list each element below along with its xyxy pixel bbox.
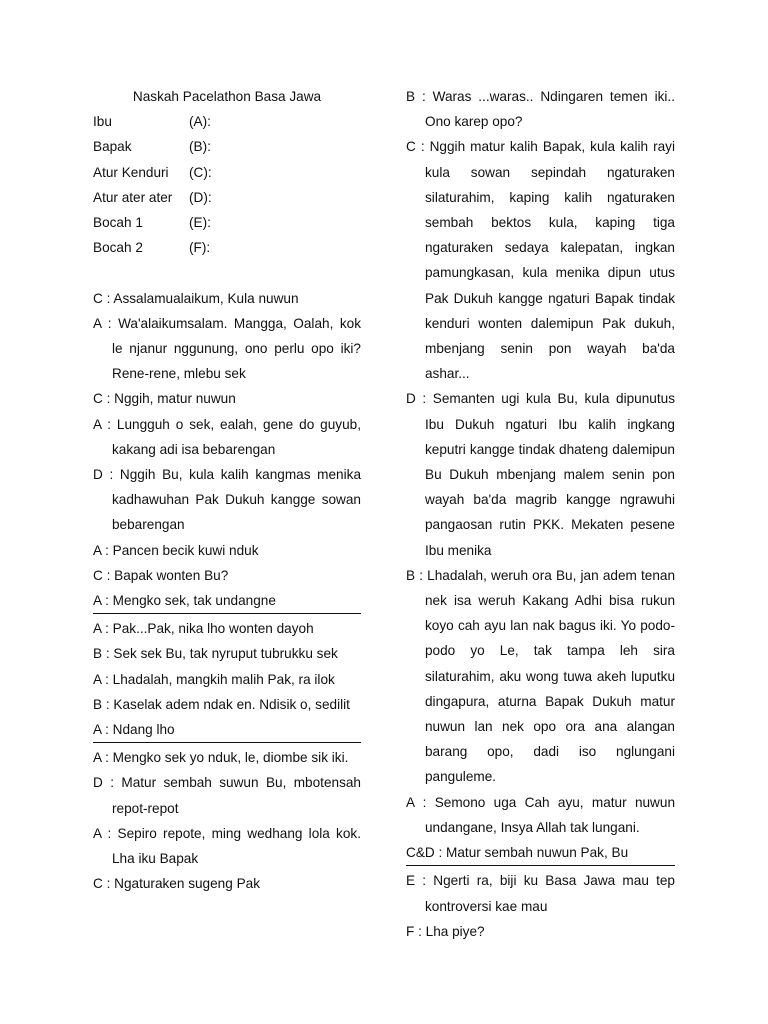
dialogue-line: C : Nggih matur kalih Bapak, kula kalih rayi kula sowan sepindah ngaturaken silaturahim, kaping kalih ngaturaken sembah bektos kula, kaping tiga ngaturaken sedaya kalepatan, ingkan pamungkasan, kula menika dipun utus Pak Dukuh kangge ngaturi Bapak tindak kenduri wonten dalemipun Pak dukuh, mbenjang senin pon wayah ba'da ashar... (406, 139, 675, 382)
cast-row (93, 160, 361, 185)
cast-row (93, 109, 361, 134)
dialogue-line: D : Semanten ugi kula Bu, kula dipunutus Ibu Dukuh ngaturi Ibu kalih ingkang keputri kangge tindak dhateng dalemipun Bu Dukuh mbenjang malem senin pon wayah ba'da magrib kangge ngrawuhi pangaosan rutin PKK. Mekaten pesene Ibu menika (406, 391, 675, 558)
left-column (93, 84, 361, 896)
cast-row (93, 185, 361, 210)
dialogue-line: C : Assalamualaikum, Kula nuwun (93, 290, 299, 306)
dialogue-line: A : Sepiro repote, ming wedhang lola kok. Lha iku Bapak (93, 825, 361, 867)
dialogue-line: C&D : Matur sembah nuwun Pak, Bu (406, 840, 675, 866)
cast-row (93, 134, 361, 159)
dialogue-line: D : Nggih Bu, kula kalih kangmas menika kadhawuhan Pak Dukuh kangge sowan bebarengan (93, 467, 361, 533)
dialogue-line: E : Ngerti ra, biji ku Basa Jawa mau tep kontroversi kae mau (406, 873, 675, 914)
cast-code: (F): (189, 240, 211, 256)
cast-name: Bapak (93, 139, 132, 155)
dialogue-line: C : Nggih, matur nuwun (93, 391, 236, 407)
dialogue-line: B : Waras ...waras.. Ndingaren temen iki.. Ono karep opo? (406, 89, 675, 130)
dialogue-line: B : Lhadalah, weruh ora Bu, jan adem tenan nek isa weruh Kakang Adhi bisa rukun koyo cah ayu lan nak bagus iki. Yo podo-podo yo Le, tak tampa leh sira silaturahim, aku wong tuwa akeh luputku dingapura, aturna Bapak Dukuh matur nuwun lan nek opo ora ana alangan barang opo, dadi iso nglungani panguleme. (406, 567, 675, 785)
right-column (406, 84, 675, 944)
cast-list (93, 109, 361, 260)
cast-code: (E): (189, 215, 211, 231)
cast-row (93, 235, 361, 260)
cast-name: Atur Kenduri (93, 164, 169, 180)
dialogue-line: A : Lhadalah, mangkih malih Pak, ra ilok (93, 671, 335, 687)
left-dialogue (93, 286, 361, 897)
dialogue-line: C : Ngaturaken sugeng Pak (93, 876, 261, 892)
dialogue-line: C : Bapak wonten Bu? (93, 567, 229, 583)
dialogue-line: A : Ndang lho (93, 717, 361, 743)
cast-name: Bocah 2 (93, 240, 143, 256)
dialogue-line: A : Wa'alaikumsalam. Mangga, Oalah, kok le njanur nggunung, ono perlu opo iki? Rene-rene, mlebu sek (93, 315, 361, 382)
dialogue-line: B : Kaselak adem ndak en. Ndisik o, sedilit (93, 696, 350, 712)
dialogue-line: B : Sek sek Bu, tak nyruput tubrukku sek (93, 646, 338, 662)
document-title: Naskah Pacelathon Basa Jawa (132, 89, 322, 104)
dialogue-line: A : Pancen becik kuwi nduk (93, 542, 259, 558)
dialogue-line: A : Pak...Pak, nika lho wonten dayoh (93, 621, 314, 637)
dialogue-line: A : Lungguh o sek, ealah, gene do guyub, kakang adi isa bebarengan (93, 416, 361, 457)
spacer (93, 260, 361, 285)
dialogue-line: A : Mengko sek yo nduk, le, diombe sik iki. (93, 750, 349, 766)
dialogue-line: A : Mengko sek, tak undangne (93, 588, 361, 614)
dialogue-line: A : Semono uga Cah ayu, matur nuwun undangane, Insya Allah tak lungani. (406, 794, 675, 835)
dialogue-line: F : Lha piye? (406, 923, 485, 939)
cast-row (93, 210, 361, 235)
cast-code: (D): (189, 189, 212, 205)
cast-name: Bocah 1 (93, 215, 143, 231)
dialogue-line: D : Matur sembah suwun Bu, mbotensah repot-repot (93, 775, 361, 816)
cast-name: Ibu (93, 114, 112, 130)
right-dialogue (406, 84, 675, 944)
cast-code: (C): (189, 164, 212, 180)
cast-code: (A): (189, 114, 211, 130)
cast-name: Atur ater ater (93, 189, 173, 205)
cast-code: (B): (189, 139, 211, 155)
